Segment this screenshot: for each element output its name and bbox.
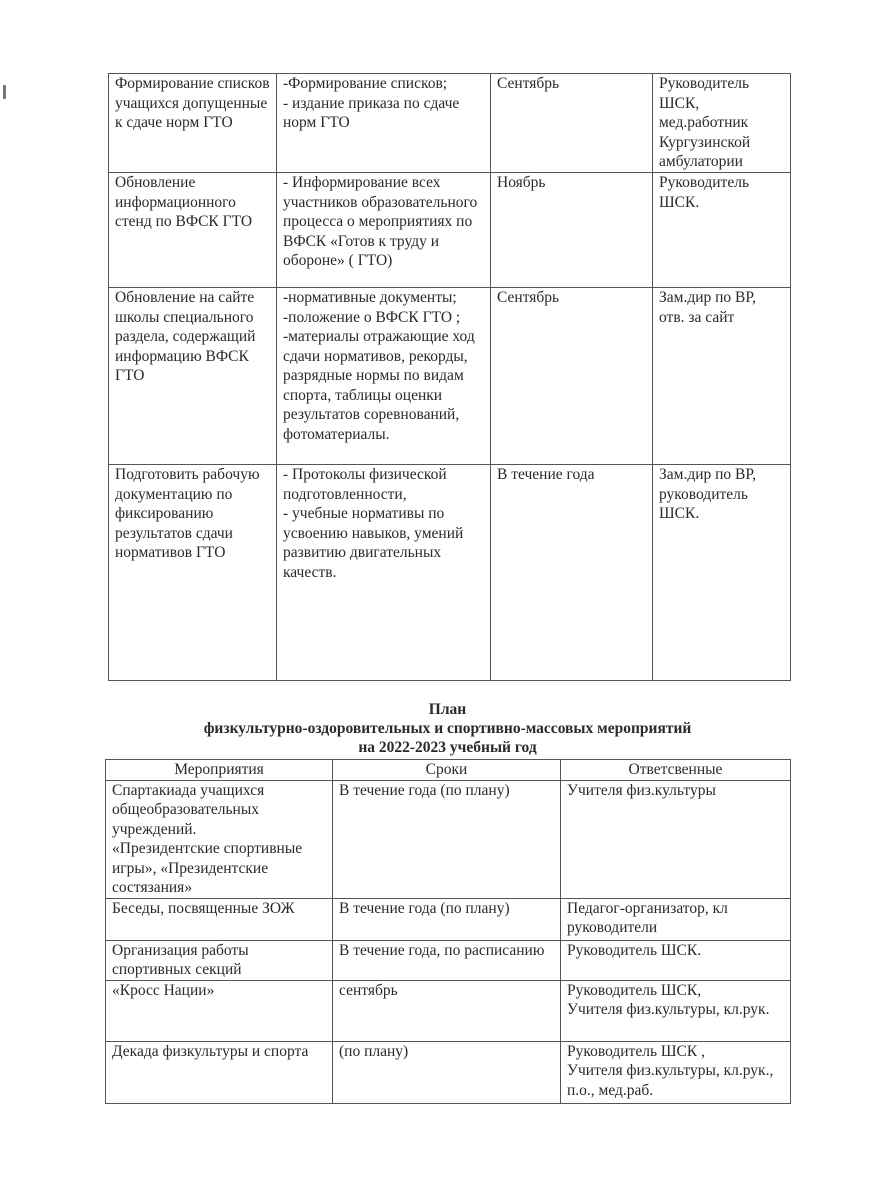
header-dates: Сроки bbox=[333, 760, 561, 781]
plan-title-line2: физкультурно-оздоровительных и спортивно-массовых мероприятий bbox=[203, 720, 692, 737]
responsible-cell: Руководитель ШСК. bbox=[561, 940, 791, 980]
activity-cell: Беседы, посвященные ЗОЖ bbox=[106, 898, 333, 940]
gto-activities-table bbox=[108, 73, 791, 681]
responsible-cell: Руководитель ШСК, Учителя физ.культуры, кл.рук. bbox=[561, 980, 791, 1041]
responsible-cell: Зам.дир по ВР, отв. за сайт bbox=[653, 288, 791, 465]
content-cell: - Протоколы физической подготовленности, - учебные нормативы по усвоению навыков, умений развитию двигательных качеств. bbox=[277, 465, 491, 681]
date-cell: В течение года, по расписанию bbox=[333, 940, 561, 980]
activity-cell: «Кросс Нации» bbox=[106, 980, 333, 1041]
activity-cell: Организация работы спортивных секций bbox=[106, 940, 333, 980]
table-row bbox=[106, 1041, 791, 1103]
activity-cell: Обновление на сайте школы специального раздела, содержащий информацию ВФСК ГТО bbox=[109, 288, 277, 465]
content-cell: -нормативные документы; -положение о ВФСК ГТО ; -материалы отражающие ход сдачи нормативов, рекорды, разрядные нормы по видам спорта, таблицы оценки результатов соревнований, фотоматериалы. bbox=[277, 288, 491, 465]
table-row bbox=[106, 980, 791, 1041]
content-cell: -Формирование списков; - издание приказа по сдаче норм ГТО bbox=[277, 74, 491, 173]
activity-cell: Обновление информационного стенд по ВФСК ГТО bbox=[109, 173, 277, 288]
table-row bbox=[106, 898, 791, 940]
table-row bbox=[109, 74, 791, 173]
table-row bbox=[106, 940, 791, 980]
date-cell: В течение года bbox=[491, 465, 653, 681]
date-cell: сентябрь bbox=[333, 980, 561, 1041]
activity-cell: Декада физкультуры и спорта bbox=[106, 1041, 333, 1103]
responsible-cell: Педагог-организатор, кл руководители bbox=[561, 898, 791, 940]
content-cell: - Информирование всех участников образовательного процесса о мероприятиях по ВФСК «Готов к труду и обороне» ( ГТО) bbox=[277, 173, 491, 288]
responsible-cell: Зам.дир по ВР, руководитель ШСК. bbox=[653, 465, 791, 681]
plan-table bbox=[105, 759, 791, 1104]
table-row bbox=[109, 465, 791, 681]
header-activities: Мероприятия bbox=[106, 760, 333, 781]
table-row bbox=[109, 173, 791, 288]
header-responsible: Ответсвенные bbox=[561, 760, 791, 781]
table-row bbox=[106, 780, 791, 898]
responsible-cell: Руководитель ШСК. bbox=[653, 173, 791, 288]
responsible-cell: Руководитель ШСК , Учителя физ.культуры, кл.рук., п.о., мед.раб. bbox=[561, 1041, 791, 1103]
responsible-cell: Учителя физ.культуры bbox=[561, 780, 791, 898]
table-row bbox=[109, 288, 791, 465]
activity-cell: Подготовить рабочую документацию по фиксированию результатов сдачи нормативов ГТО bbox=[109, 465, 277, 681]
activity-cell: Спартакиада учащихся общеобразовательных учреждений. «Президентские спортивные игры», «Президентские состязания» bbox=[106, 780, 333, 898]
responsible-cell: Руководитель ШСК, мед.работник Кургузинской амбулатории bbox=[653, 74, 791, 173]
plan-title bbox=[105, 700, 790, 757]
activity-cell: Формирование списков учащихся допущенные к сдаче норм ГТО bbox=[109, 74, 277, 173]
date-cell: В течение года (по плану) bbox=[333, 898, 561, 940]
plan-title-line1: План bbox=[428, 701, 467, 718]
date-cell: Сентябрь bbox=[491, 288, 653, 465]
date-cell: В течение года (по плану) bbox=[333, 780, 561, 898]
date-cell: Ноябрь bbox=[491, 173, 653, 288]
date-cell: Сентябрь bbox=[491, 74, 653, 173]
date-cell: (по плану) bbox=[333, 1041, 561, 1103]
plan-title-line3: на 2022-2023 учебный год bbox=[358, 739, 537, 756]
table-header-row bbox=[106, 760, 791, 781]
scan-artifact bbox=[3, 85, 6, 99]
